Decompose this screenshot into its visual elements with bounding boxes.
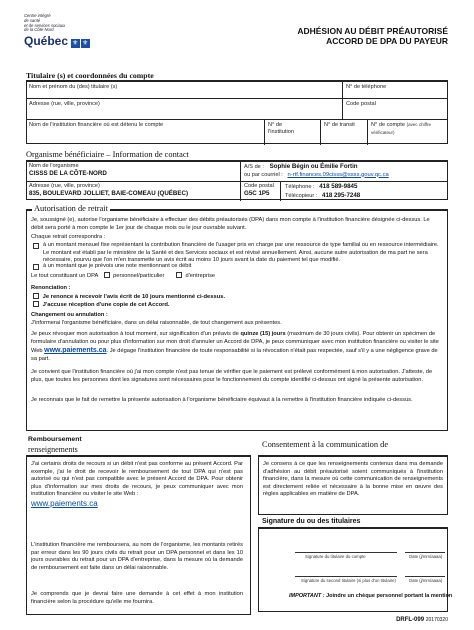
institution-name-field[interactable] xyxy=(27,120,265,145)
holder-date-label: Date (j/mm/aaaa) xyxy=(409,554,443,559)
holder-name-field[interactable] xyxy=(27,82,343,99)
institution-number-label: N° de l'institution xyxy=(268,122,294,135)
form-code-number: DRFL-099 xyxy=(396,617,425,623)
dpa-personnel-checkbox[interactable] xyxy=(104,272,110,278)
delivery-text: Je reconnais que le fait de remettre la présente autorisation à l'organisme bénéficiaire équivaut à la remettre à l'institution financière indiquée ci-dessus. xyxy=(31,397,413,403)
org-phone-value: 418 589-9845 xyxy=(319,183,358,190)
org-phone-field xyxy=(281,182,448,201)
beneficiaire-box xyxy=(26,160,448,200)
institution-name-label: Nom de l'institution financière où est détenu le compte xyxy=(29,122,164,128)
institution-number-field[interactable] xyxy=(265,120,321,145)
section-heading-autorisation xyxy=(32,204,110,215)
holder-postal-label: Code postal xyxy=(346,101,376,107)
form-title-line1: ADHÉSION AU DÉBIT PRÉAUTORISÉ xyxy=(297,26,448,36)
org-postal-label: Code postal xyxy=(244,183,274,189)
attention-value: Sophie Bégin ou Émilie Fortin xyxy=(269,163,358,170)
form-title-line2: ACCORD DE DPA DU PAYEUR xyxy=(326,36,448,47)
email-label: ou par courriel : xyxy=(244,171,283,178)
account-number-hint: (avec chiffre vérificateur) xyxy=(371,122,432,135)
revocation-text: Je peux révoquer mon autorisation à tout moment, sur signification d'un préavis de quinze (15) jours (maximum de 30 jours civils). Pour obtenir un spécimen de formulaire d'annulation ou pour plus d'information sur mon droit d'annuler un Accord de DPA, je peux communiquer avec mon institution financière ou visiter le site Web www.paiements.ca. Je dégage l'institution financière de toute responsabilité si la révocation n'était pas respectée, sauf s'il y a une négligence grave de sa part. xyxy=(31,331,439,362)
transit-number-field[interactable] xyxy=(321,120,368,145)
renonciation-row-2 xyxy=(33,301,170,309)
org-name-label: Nom de l'organisme xyxy=(29,163,79,169)
important-text: Joindre un chèque personnel portant la mention xyxy=(326,593,453,599)
option-fixed-amount-checkbox[interactable] xyxy=(33,243,41,252)
logo-line: de santé xyxy=(24,17,41,23)
remboursement-text-3: Je comprends que je devrai faire une demande à cet effet à mon institution financière selon la procédure qu'elle me fournira. xyxy=(31,591,243,605)
account-number-field[interactable] xyxy=(368,120,448,145)
dpa-entreprise-checkbox[interactable] xyxy=(176,272,182,278)
consentement-box xyxy=(258,455,448,515)
holder-address-field[interactable] xyxy=(27,99,343,120)
remboursement-heading: Remboursement xyxy=(28,436,82,443)
section-heading-beneficiaire xyxy=(26,150,189,161)
logo-line: Centre intégré xyxy=(24,13,51,18)
section-heading-text: Organisme bénéficiaire – Information de contact xyxy=(26,150,189,159)
org-fax-value: 418 295-7248 xyxy=(322,191,361,199)
section-heading-remboursement xyxy=(28,436,82,455)
holder-signature-label: Signature du titulaire du compte xyxy=(305,554,366,559)
important-note xyxy=(289,593,452,600)
paiements-link-2[interactable]: www.paiements.ca xyxy=(31,498,98,508)
org-address-value: 835, BOULEVARD JOLLIET, BAIE-COMEAU (QUÉBEC) xyxy=(29,189,189,197)
holder-phone-label: N° de téléphone xyxy=(346,84,387,90)
section-heading-text: Titulaire (s) et coordonnées du compte xyxy=(26,71,154,80)
second-date-label: Date (j/mm/aaaa) xyxy=(409,578,443,583)
receipt-text: J'accuse réception d'une copie de cet Accord. xyxy=(42,302,170,308)
form-title xyxy=(297,26,448,46)
organization-logo xyxy=(24,14,112,54)
dpa-personnel-label: personnel/particulier xyxy=(113,273,165,279)
important-label: IMPORTANT : xyxy=(289,593,325,599)
org-postal-value: G5C 1P5 xyxy=(244,189,270,197)
second-date-line[interactable] xyxy=(405,576,445,577)
fleur-de-lis-icon: ⚜ xyxy=(82,40,89,48)
holder-signature-line[interactable] xyxy=(295,552,397,553)
checkbox[interactable] xyxy=(33,264,39,270)
org-address-field xyxy=(27,182,241,201)
renonciation-checkbox[interactable] xyxy=(33,293,39,299)
warrant-text: Je convient que l'institution financière où j'ai mon compte n'est pas tenue de vérifier que le paiement est prélevé conformément à mon autorisation. J'atteste, de plus, que toutes les personnes dont les signatures sont nécessaires pour le fonctionnement du compte identifié ci-dessus ont signé la présente autorisation. xyxy=(31,369,433,383)
titulaire-box xyxy=(26,80,448,144)
option-other-text: à un montant que je prévois une note mentionnant ce débit xyxy=(43,263,192,269)
email-link[interactable]: n-rtf.finances.09cisss@ssss.gouv.qc.ca xyxy=(287,171,389,178)
account-number-label: N° de compte xyxy=(371,122,405,128)
contact-field xyxy=(241,162,448,182)
remboursement-paragraph: J'ai certains droits de recours si un débit n'est pas conforme au présent Accord. Par exemple, j'ai le droit de recevoir le remboursement de tout DPA qui n'est pas autorisé ou qui n'est pas compatible avec le présent Accord de DPA. Pour obtenir plus d'information sur mes droits de recours, je peux communiquer avec mon institution financière ou visiter le site Web : xyxy=(31,461,243,498)
holder-name-label: Nom et prénom du (des) titulaire (s) xyxy=(29,84,118,90)
dpa-entreprise-label: d'entreprise xyxy=(185,273,216,279)
remboursement-heading-2: renseignements xyxy=(28,444,78,454)
logo-line: de la Côte-Nord xyxy=(24,27,54,33)
logo-wordmark: Québec xyxy=(24,34,69,49)
autorisation-box xyxy=(26,209,448,431)
org-name-value: CISSS DE LA CÔTE-NORD xyxy=(29,169,107,177)
holder-address-label: Adresse (rue, ville, province) xyxy=(29,101,100,107)
second-signature-label xyxy=(301,578,396,583)
remboursement-box xyxy=(26,455,251,615)
second-signature-text: Signature du second titulaire xyxy=(301,578,356,583)
consentement-text: Je consens à ce que les renseignements contenus dans ma demande d'adhésion au débit préautorisé soient communiqués à l'institution financière, dans la mesure où cette communication de renseignements est directement reliée et nécessaire à la bonne mise en œuvre des règles applicables en matière de DPA. xyxy=(263,461,443,498)
section-heading-text: Autorisation de retrait xyxy=(34,204,108,213)
org-address-label: Adresse (rue, ville, province) xyxy=(29,183,100,189)
signatures-box xyxy=(258,527,453,612)
fleur-de-lis-icon: ⚜ xyxy=(72,40,79,48)
renonciation-heading: Renonciation : xyxy=(31,285,71,291)
section-heading-consentement xyxy=(262,440,388,451)
second-signature-hint: (si plus d'un titulaire) xyxy=(356,578,396,583)
changement-heading: Changement ou annulation : xyxy=(31,312,108,318)
org-phone-label: Téléphone : xyxy=(285,184,315,190)
logo-line: et de services sociaux xyxy=(24,22,66,28)
remboursement-text-2: L'institution financière me remboursera, au nom de l'organisme, les montants retirés par erreur dans les 90 jours civils du retrait pour un DPA personnel et dans les 10 jours ouvrables du retrait pour un DPA d'entreprise, dans la mesure où la demande de remboursement est faite dans un délai raisonnable. xyxy=(31,542,243,571)
renonciation-text: Je renonce à recevoir l'avis écrit de 10 jours mentionné ci-dessus. xyxy=(42,294,226,300)
checkbox[interactable] xyxy=(33,243,39,249)
form-code-version: 20170320 xyxy=(425,617,448,623)
changement-text: J'informerai l'organisme bénéficiaire, dans un délai raisonnable, de tout changement aux présentes. xyxy=(31,320,282,326)
dpa-type-row xyxy=(31,272,215,280)
authorization-intro: Je, soussigné (e), autorise l'organisme bénéficiaire à effectuer des débits préautorisés (DPA) dans mon compte à l'institution financière désignée ci-dessus. Le débit sera porté à mon compte le 1er jour de chaque mois ou le jour ouvrable suivant. xyxy=(31,217,430,231)
receipt-checkbox[interactable] xyxy=(33,301,39,307)
dpa-type-prefix: Le tout constituant un DPA xyxy=(31,273,98,279)
form-code xyxy=(396,617,448,625)
org-fax-label: Télécopieur : xyxy=(285,192,318,199)
holder-postal-field[interactable] xyxy=(343,99,448,120)
section-heading-text: Consentement à la communication de xyxy=(262,440,389,449)
remboursement-text-1 xyxy=(31,461,243,509)
paiements-link[interactable]: www.paiements.ca xyxy=(44,347,107,355)
signatures-heading: Signature du ou des titulaires xyxy=(262,518,361,525)
each-withdrawal-label: Chaque retrait correspondra : xyxy=(31,234,106,240)
holder-date-line[interactable] xyxy=(405,552,445,553)
option-fixed-amount-text: à un montant mensuel fixe représentant la contribution financière de l'usager pris en charge par une ressource de type familial ou en ressource intermédiaire. Le montant est établi par le ministère de la Santé et des Services sociaux et est révisé annuellement. Ainsi, aucune autre autorisation de ma part ne sera nécessaire, pourvu que l'on m'en transmette un avis écrit au moins 10 jours avant la date du paiement tel que modifié. xyxy=(43,242,439,264)
second-signature-line[interactable] xyxy=(295,576,397,577)
org-postal-field xyxy=(241,182,281,201)
attention-label: A/S de : xyxy=(244,164,264,170)
org-name-field xyxy=(27,162,241,182)
renonciation-row-1 xyxy=(33,293,225,301)
holder-phone-field[interactable] xyxy=(343,82,448,99)
transit-number-label: N° de transit xyxy=(324,122,355,128)
